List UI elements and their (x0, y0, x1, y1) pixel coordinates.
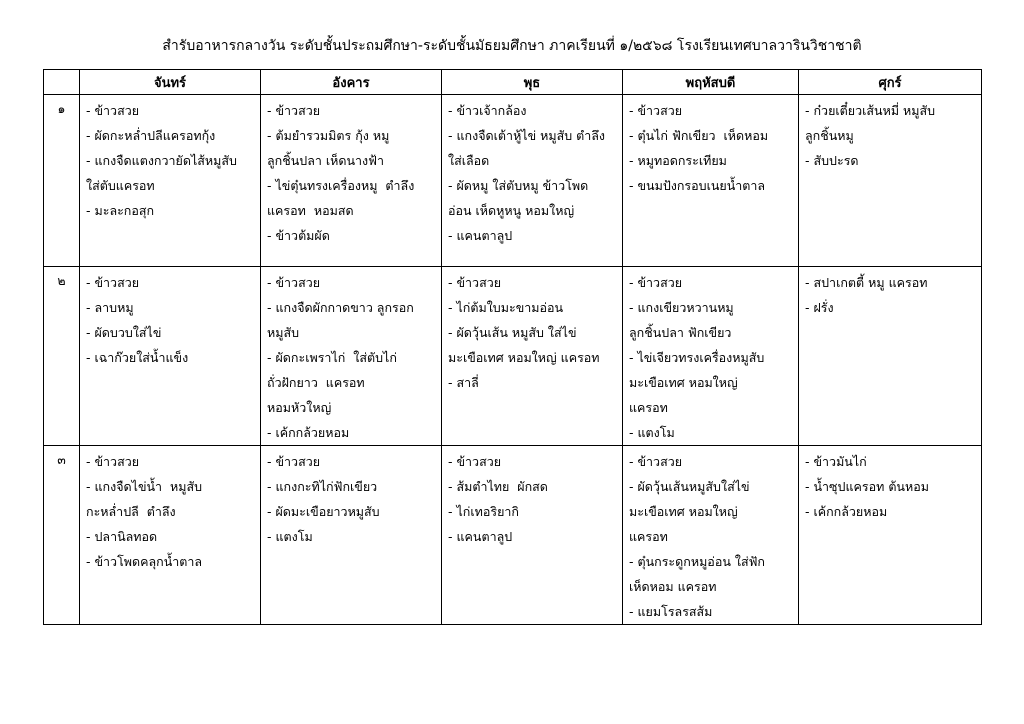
menu-item: - แกงจืดเต้าหู้ไข่ หมูสับ ตำลึง ใส่เลือด (448, 128, 606, 168)
day-header-wednesday: พุธ (442, 70, 623, 95)
menu-item: - เค้กกล้วยหอม (267, 425, 350, 440)
menu-item: - แตงโม (629, 425, 675, 440)
lunch-menu-table (43, 69, 982, 625)
menu-item: - มะละกอสุก (86, 203, 155, 218)
day-header-tuesday: อังคาร (261, 70, 442, 95)
menu-item: - สปาเกตตี้ หมู แครอท (805, 275, 928, 290)
menu-cell-wednesday (442, 446, 623, 625)
menu-item: - แคนตาลูป (448, 529, 513, 544)
week-number: ๒ (44, 267, 80, 446)
week-number: ๑ (44, 95, 80, 267)
menu-item: - ข้าวสวย (267, 103, 321, 118)
menu-item: - ไข่ตุ๋นทรงเครื่องหมู ตำลึง แครอท หอมสด (267, 178, 415, 218)
menu-item: - ต้มยำรวมมิตร กุ้ง หมู ลูกชิ้นปลา เห็ดนางฟ้า (267, 128, 390, 168)
menu-item: - ผัดวุ้นเส้น หมูสับ ใส่ไข่ มะเขือเทศ หอมใหญ่ แครอท (448, 325, 600, 365)
menu-item: - แกงกะทิไก่ฟักเขียว (267, 479, 378, 494)
corner-header (44, 70, 80, 95)
menu-item: - ข้าวสวย (86, 454, 140, 469)
menu-item: - ปลานิลทอด (86, 529, 158, 544)
menu-item: - แกงจืดแตงกวายัดไส้หมูสับ ใส่ตับแครอท (86, 153, 237, 193)
menu-item: - ฝรั่ง (805, 300, 834, 315)
menu-cell-tuesday (261, 267, 442, 446)
menu-item: - แกงเขียวหวานหมู ลูกชิ้นปลา ฟักเขียว (629, 300, 734, 340)
menu-cell-wednesday (442, 267, 623, 446)
menu-item: - ข้าวสวย (86, 103, 140, 118)
menu-cell-friday (799, 446, 982, 625)
menu-item: - ผัดวุ้นเส้นหมูสับใส่ไข่ มะเขือเทศ หอมใหญ่ แครอท (629, 479, 750, 544)
menu-item: - ข้าวสวย (86, 275, 140, 290)
menu-item: - ไก่เทอริยากิ (448, 504, 519, 519)
menu-cell-thursday (623, 446, 799, 625)
menu-item: - ข้าวสวย (267, 275, 321, 290)
menu-item: - ข้าวสวย (629, 454, 683, 469)
menu-item: - ไก่ต้มใบมะขามอ่อน (448, 300, 564, 315)
menu-item: - แกงจืดไข่น้ำ หมูสับ กะหล่ำปลี ตำลึง (86, 479, 203, 519)
table-row (44, 446, 982, 625)
menu-item: - ส้มตำไทย ผักสด (448, 479, 548, 494)
menu-item: - สับปะรด (805, 153, 859, 168)
menu-item: - สาลี่ (448, 375, 479, 390)
menu-item: - ข้าวสวย (629, 275, 683, 290)
menu-cell-monday (80, 267, 261, 446)
menu-item: - ไข่เจียวทรงเครื่องหมูสับ มะเขือเทศ หอมใหญ่ แครอท (629, 350, 765, 415)
menu-cell-thursday (623, 95, 799, 267)
menu-item: - น้ำซุปแครอท ต้นหอม (805, 479, 929, 494)
menu-item: - ข้าวโพดคลุกน้ำตาล (86, 554, 203, 569)
menu-item: - ลาบหมู (86, 300, 134, 315)
table-row (44, 95, 982, 267)
menu-item: - ผัดกะหล่ำปลีแครอทกุ้ง (86, 128, 216, 143)
menu-item: - ข้าวต้มผัด (267, 228, 330, 243)
page-title: สำรับอาหารกลางวัน ระดับชั้นประถมศึกษา-ระดับชั้นมัธยมศึกษา ภาคเรียนที่ ๑/๒๕๖๘ โรงเรียนเทศบาลวารินวิชาชาติ (162, 38, 862, 54)
menu-item: - ผัดบวบใส่ไข่ (86, 325, 162, 340)
menu-item: - ข้าวสวย (448, 454, 502, 469)
menu-item: - เค้กกล้วยหอม (805, 504, 888, 519)
menu-item: - ผัดหมู ใส่ตับหมู ข้าวโพด อ่อน เห็ดหูหนู หอมใหญ่ (448, 178, 589, 218)
menu-item: - หมูทอดกระเทียม (629, 153, 727, 168)
menu-cell-monday (80, 446, 261, 625)
menu-item: - ข้าวสวย (267, 454, 321, 469)
menu-item: - ก๋วยเตี๋ยวเส้นหมี่ หมูสับ ลูกชิ้นหมู (805, 103, 936, 143)
menu-cell-friday (799, 95, 982, 267)
menu-item: - ขนมปังกรอบเนยน้ำตาล (629, 178, 766, 193)
menu-cell-tuesday (261, 95, 442, 267)
menu-item: - แกงจืดผักกาดขาว ลูกรอก หมูสับ (267, 300, 414, 340)
menu-item: - ข้าวสวย (629, 103, 683, 118)
menu-item: - ตุ๋นไก่ ฟักเขียว เห็ดหอม (629, 128, 769, 143)
day-header-thursday: พฤหัสบดี (623, 70, 799, 95)
table-row (44, 267, 982, 446)
menu-item: - แยมโรลรสส้ม (629, 604, 713, 619)
week-number: ๓ (44, 446, 80, 625)
menu-cell-thursday (623, 267, 799, 446)
menu-cell-monday (80, 95, 261, 267)
menu-item: - แคนตาลูป (448, 228, 513, 243)
day-header-monday: จันทร์ (80, 70, 261, 95)
table-header-row (44, 70, 982, 95)
menu-item: - ผัดมะเขือยาวหมูสับ (267, 504, 380, 519)
menu-item: - ข้าวเจ้ากล้อง (448, 103, 527, 118)
menu-cell-friday (799, 267, 982, 446)
menu-item: - เฉาก๊วยใส่น้ำแข็ง (86, 350, 189, 365)
menu-item: - ตุ๋นกระดูกหมูอ่อน ใส่ฟัก เห็ดหอม แครอท (629, 554, 765, 594)
menu-item: - ผัดกะเพราไก่ ใส่ตับไก่ ถั่วฝักยาว แครอท หอมหัวใหญ่ (267, 350, 397, 415)
menu-item: - ข้าวสวย (448, 275, 502, 290)
day-header-friday: ศุกร์ (799, 70, 982, 95)
menu-item: - ข้าวมันไก่ (805, 454, 867, 469)
menu-cell-tuesday (261, 446, 442, 625)
menu-item: - แตงโม (267, 529, 313, 544)
menu-cell-wednesday (442, 95, 623, 267)
